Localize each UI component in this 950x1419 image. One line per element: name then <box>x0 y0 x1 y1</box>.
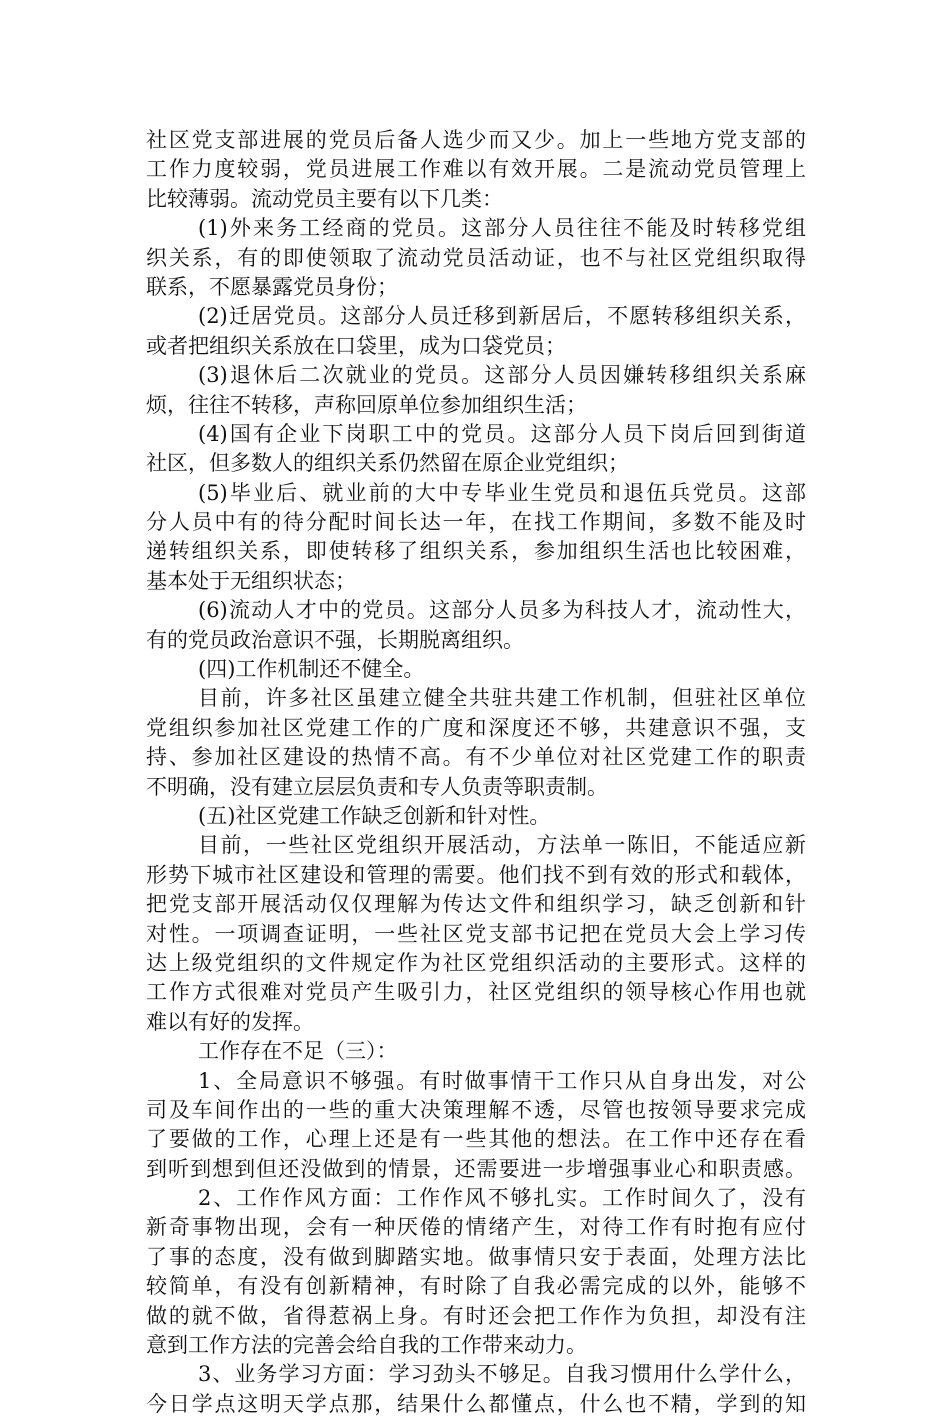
text-line: 织关系，有的即使领取了流动党员活动证，也不与社区党组织取得 <box>146 245 806 270</box>
text-line: 新奇事物出现，会有一种厌倦的情绪产生，对待工作有时抱有应付 <box>146 1215 806 1240</box>
text-line: (3)退休后二次就业的党员。这部分人员因嫌转移组织关系麻 <box>198 363 806 388</box>
text-line: 目前，许多社区虽建立健全共驻共建工作机制，但驻社区单位 <box>198 686 806 711</box>
text-line: 了要做的工作，心理上还是有一些其他的想法。在工作中还存在看 <box>146 1127 806 1152</box>
text-line: 分人员中有的待分配时间长达一年，在找工作期间，多数不能及时 <box>146 510 806 535</box>
text-line: 到听到想到但还没做到的情景，还需要进一步增强事业心和职责感。 <box>146 1156 806 1181</box>
text-line: 意到工作方法的完善会给自我的工作带来动力。 <box>146 1333 587 1358</box>
text-line: 较简单，有没有创新精神，有时除了自我必需完成的以外，能够不 <box>146 1274 806 1299</box>
text-line: (4)国有企业下岗职工中的党员。这部分人员下岗后回到街道 <box>198 421 806 446</box>
text-line: 了事的态度，没有做到脚踏实地。做事情只安于表面，处理方法比 <box>146 1244 806 1269</box>
text-line: 3、业务学习方面：学习劲头不够足。自我习惯用什么学什么， <box>198 1362 806 1387</box>
text-line: 工作方式很难对党员产生吸引力，社区党组织的领导核心作用也就 <box>146 980 806 1005</box>
text-line: 工作力度较弱，党员进展工作难以有效开展。二是流动党员管理上 <box>146 157 806 182</box>
text-line: 社区党支部进展的党员后备人选少而又少。加上一些地方党支部的 <box>146 128 806 152</box>
text-line: 联系，不愿暴露党员身份； <box>146 274 398 299</box>
text-line: 社区，但多数人的组织关系仍然留在原企业党组织； <box>146 451 629 476</box>
text-line: 烦，往往不转移，声称回原单位参加组织生活； <box>146 392 587 417</box>
text-line: 党组织参加社区党建工作的广度和深度还不够，共建意识不强，支 <box>146 715 806 740</box>
text-line: 不明确，没有建立层层负责和专人负责等职责制。 <box>146 774 608 799</box>
text-line: 或者把组织关系放在口袋里，成为口袋党员； <box>146 333 566 358</box>
text-line: 形势下城市社区建设和管理的需要。他们找不到有效的形式和载体， <box>146 862 806 887</box>
text-line: 难以有好的发挥。 <box>146 1009 314 1034</box>
text-line: 把党支部开展活动仅仅理解为传达文件和组织学习，缺乏创新和针 <box>146 892 806 917</box>
text-line: (5)毕业后、就业前的大中专毕业生党员和退伍兵党员。这部 <box>198 480 806 505</box>
text-line: 今日学点这明天学点那，结果什么都懂点，什么也不精，学到的知 <box>146 1391 806 1416</box>
text-line: 目前，一些社区党组织开展活动，方法单一陈旧，不能适应新 <box>198 833 806 858</box>
document-body <box>146 126 806 1419</box>
text-line: 2、工作作风方面：工作作风不够扎实。工作时间久了，没有 <box>198 1186 806 1211</box>
section-heading: (四)工作机制还不健全。 <box>198 657 425 682</box>
text-line: 递转组织关系，即使转移了组织关系，参加组织生活也比较困难， <box>146 539 806 564</box>
text-line: (1)外来务工经商的党员。这部分人员往往不能及时转移党组 <box>198 216 806 241</box>
text-line: (6)流动人才中的党员。这部分人员多为科技人才，流动性大， <box>198 598 806 623</box>
text-line: 达上级党组织的文件规定作为社区党组织活动的主要形式。这样的 <box>146 950 806 975</box>
text-line: 1、全局意识不够强。有时做事情干工作只从自身出发，对公 <box>198 1068 806 1093</box>
text-line: 持、参加社区建设的热情不高。有不少单位对社区党建工作的职责 <box>146 745 806 770</box>
text-line: (2)迁居党员。这部分人员迁移到新居后，不愿转移组织关系， <box>198 304 806 329</box>
text-line: 基本处于无组织状态； <box>146 568 356 593</box>
text-line: 有的党员政治意识不强，长期脱离组织。 <box>146 627 524 652</box>
section-heading: 工作存在不足（三）： <box>198 1039 398 1064</box>
text-line: 对性。一项调查证明，一些社区党支部书记把在党员大会上学习传 <box>146 921 806 946</box>
text-line: 做的就不做，省得惹祸上身。有时还会把工作作为负担，却没有注 <box>146 1303 806 1328</box>
text-line: 比较薄弱。流动党员主要有以下几类： <box>146 186 503 211</box>
section-heading: (五)社区党建工作缺乏创新和针对性。 <box>198 803 551 828</box>
text-line: 司及车间作出的一些的重大决策理解不透，尽管也按领导要求完成 <box>146 1097 806 1122</box>
